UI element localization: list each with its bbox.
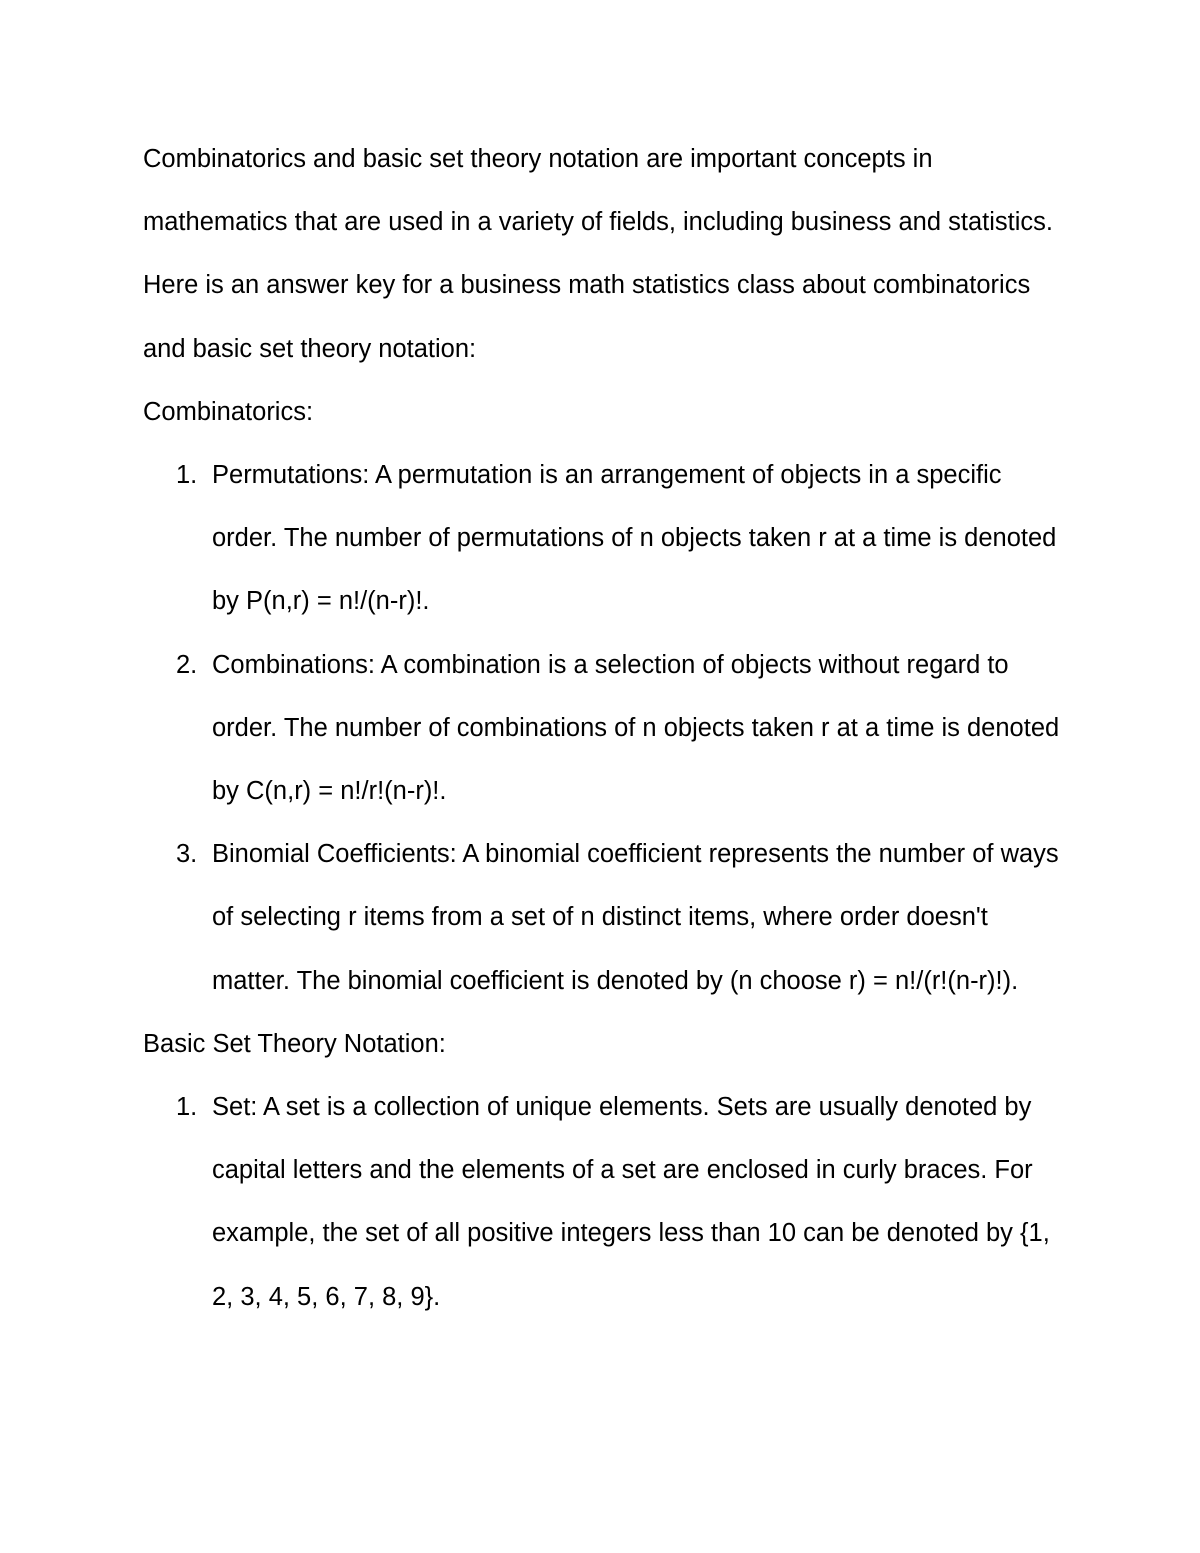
list-item-text: Combinations: A combination is a selection of objects without regard to order. The number of combinations of n objects taken r at a time is denoted by C(n,r) = n!/r!(n-r)!.: [212, 650, 1060, 806]
list-item: [143, 444, 1063, 634]
list-item-text: Binomial Coefficients: A binomial coefficient represents the number of ways of selecting r items from a set of n distinct items, where order doesn't matter. The binomial coefficient is denoted by (n choose r) = n!/(r!(n-r)!).: [212, 840, 1059, 995]
list-item-number: 3.: [176, 840, 198, 869]
list-item-number: 1.: [176, 461, 198, 490]
list-item: [143, 823, 1063, 1013]
intro-paragraph: Combinatorics and basic set theory notation are important concepts in mathematics that are used in a variety of fields, including business and statistics. Here is an answer key for a business math statistics class about combinatorics and basic set theory notation:: [143, 145, 1053, 363]
list-item-number: 2.: [176, 650, 198, 679]
combinatorics-list: [143, 444, 1063, 1013]
list-item-number: 1.: [176, 1093, 198, 1122]
list-item-text: Set: A set is a collection of unique elements. Sets are usually denoted by capital letters and the elements of a set are enclosed in curly braces. For example, the set of all positive integers less than 10 can be denoted by {1, 2, 3, 4, 5, 6, 7, 8, 9}.: [212, 1093, 1050, 1311]
document-page: [143, 128, 1063, 1329]
list-item: [143, 634, 1063, 824]
list-item-text: Permutations: A permutation is an arrangement of objects in a specific order. The number of permutations of n objects taken r at a time is denoted by P(n,r) = n!/(n-r)!.: [212, 461, 1057, 616]
section-heading-combinatorics: Combinatorics:: [143, 397, 314, 426]
list-item: [143, 1076, 1063, 1329]
set-theory-list: [143, 1076, 1063, 1329]
section-heading-set-theory: Basic Set Theory Notation:: [143, 1029, 446, 1058]
